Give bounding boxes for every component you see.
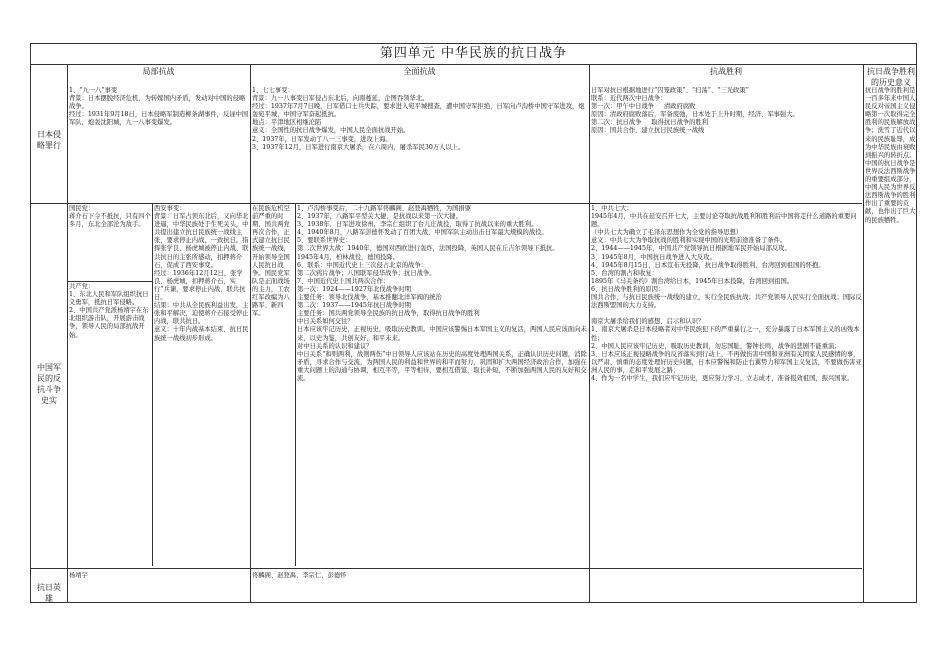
- cell-aggression-full: 1、七七事变： 背景：九一八事变日军侵占东北后，向南蔓延，企图吞领华北。 经过：1937年7月7日晚，日军借口士兵失踪，要求进入宛平城搜查，遭中国守军拒绝，日军向卢沟桥中国守军进攻，炮轰宛平城，中国守军奋起抵抗。 地点：平津地区相继沦陷 意义：全国性的抗日战争爆发，中国人民全面抗战开始。 2、1937年，日军发动了八一三事变，进攻上海。 3、1937年12月，日军进行南京大屠杀，在六周内，屠杀军民30万人以上。: [252, 87, 585, 151]
- cell-heroes-local: 杨靖宇: [69, 572, 88, 579]
- cell-history-ccp: 共产党： 1、东北人民和军队组织抗日义勇军，抵抗日军侵略。 2、中国共产党派杨靖宇在东北组织游击队，开展游击战争，领导人民的局部抗战开始。: [69, 283, 149, 339]
- header-local: 局部抗战: [142, 67, 175, 76]
- header-victory: 抗战胜利: [710, 67, 742, 76]
- cell-history-kmt: 国民党： 蒋介石下令不抵抗，只有四个多月，东北全部沦为敌手。: [69, 205, 151, 229]
- cell-history-xian-incident: 西安事变： 背景：日军占领东北后，又向华北进逼，中华民族处于生死关头，中共提出建立抗日民族统一战线主张，要求停止内战，一致抗日。指挥张学良、杨虎城被停止内战、联共抗日的主张所感动，扣押蒋介石，促成了西安事变。 经过：1936年12月12日，张学良、杨虎城，扣押蒋介石，实行“兵谏，要求停止内战，联共抗日。 结果：中共从全民族利益出发，主张和平解决，迫使蒋介石接受停止内战，联共抗日。 意义：十年内战基本结束，抗日民族统一战线初步形成。: [154, 205, 249, 342]
- row-label-aggression: 日本侵略罪行: [37, 130, 61, 150]
- divider: [863, 64, 864, 602]
- divider: [295, 203, 296, 566]
- cell-aggression-victory: 日军对抗日根据地进行“囚笼政策”、“扫荡”、“三光政策” 联系：近代两次中日战争： 第一次：甲午中日战争 清政府腐败 原因：清政府腐败落后，军备废弛，日本处于上升时期，经济、军事强大。 第二次：抗日战争 取得抗日战争的胜利 原因：国共合作，建立抗日民族统一战线: [591, 87, 799, 135]
- header-significance: 抗日战争胜利的历史意义: [867, 67, 915, 87]
- row-label-heroes: 抗日英雄: [37, 583, 61, 603]
- row-label-history: 中国军民的反抗斗争史实: [37, 363, 61, 405]
- cell-heroes-full: 佟麟阁、赵登禹、李宗仁、彭德怀: [252, 572, 347, 579]
- divider: [31, 568, 862, 569]
- divider: [67, 281, 152, 282]
- divider: [589, 64, 590, 602]
- divider: [31, 64, 916, 65]
- divider: [152, 203, 153, 566]
- divider: [31, 203, 862, 204]
- divider: [250, 64, 251, 602]
- cell-history-victory: 1、中共七大： 1945年4月，中共在延安召开七大，主要讨论夺取抗战胜利和胜利后中国将走什么道路的重要问题。 （中共七大为确立了毛泽东思想作为全党的指导思想） 意义：中共七大为争取抗战的胜利和实现中国的光明前途准备了条件。 2、1944——1945年，中国共产党领导抗日根据地军民开始局部反攻。 3、1945年8月，中国抗日战争进入大反攻。 4、1945年8月15日，日本宣布无投降，抗日战争取得胜利，台湾回到祖国的怀抱。 5、台湾的割占和收复： 1895年《马关条约》割台湾给日本，1945年日本投降，台湾回到祖国。 6、抗日战争胜利的原因： 国共合作，与抗日民族统一战线的建立，实行全民族抗战；共产党领导人民实行全面抗战；国际反法西斯盟国的大力支持。 南京大屠杀给我们的感想、启示和认识？ 1、南京大屠杀是日本侵略者对中华民族犯下的严重暴行之一，充分暴露了日本军国主义的凶残本性； 2、中国人民应该牢记历史，吸取历史教训，勿忘国耻，警钟长鸣，战争的悲剧不能重演； 3、日本应该正视侵略战争的反省落实到行动上，不再做伤害中国和亚洲有关国家人民感情的事，以严肃、慎重的态度处理好历史问题，日本应警惕和防止右翼势力和军国主义复活，不要做伤害亚洲人民的事，走和平发展之路； 4、作为一名中学生，我们应牢记历史，更应努力学习，立志成才，准备报效祖国，振兴国家。: [591, 205, 862, 382]
- cell-significance: 抗日战争的胜利是一百多年来中国人民反对帝国主义侵略第一次取得完全胜利的民族解放战争；洗雪了近代以来的民族耻辱，成为中华民族由衰败到振兴的转折点。中国的抗日战争是世界反法西斯战争的重要组成部分，中国人民为世界反法西斯战争的胜利作出了重要的贡献，也作出了巨大的民族牺牲。: [865, 87, 916, 224]
- divider: [67, 64, 68, 602]
- history-table: [30, 43, 917, 603]
- cell-aggression-local: 1、“九一八”事变 背景：日本摆脱经济危机，为转嫁国内矛盾，发动对中国的侵略战争。 经过：1931年9月18日，日本侵略军制造柳条湖事件，反诬中国军队，炮轰沈阳城，九一八事变爆发。: [69, 87, 249, 127]
- cell-history-full: 1、卢沟桥事变后，二十九路军佟麟阁、赵登禹牺牲，为国捐躯 2、1937年，八路军平型关大捷，是抗战以来第一次大捷。 3、1938年，日军进攻徐州，李宗仁组织了台儿庄战役，取得了抗战以来的重大胜利。 4、1940年8月，八路军彭德怀发动了百团大战，中国军队主动出击日军最大规模的战役。 5、要联系世界史： 第二次世界大战：1940年，德国对西欧进行轰炸，法国投降，英国人民在丘吉尔领导下抵抗。 1945年4月，柏林战役，德国投降。 6、联系：中国近代史上三次侵占北京的战争： 第二次鸦片战争；八国联军侵华战争；抗日战争。 7、中国近代史上国共两次合作： 第一次：1924——1927年北伐战争时期 主要任务：领导北伐战争，基本推翻北洋军阀的统治 第二次：1937——1945年抗日战争时期 主要任务：国共两党领导全民族的抗日战争，取得抗日战争的胜利 中日关系如何交往？ 日本应该牢记历史，正视历史，吸取历史教训。中国应该警惕日本军国主义的复活，两国人民应该面向未来，以史为鉴，共创友好，和平未来。 对中日关系的认识和建议？ 中日关系“和则两利，战则两伤”中日领导人应该站在历史的高度处理两国关系，正确认识历史问题，消除矛盾，寻求合作与交流，为两国人民的利益和世界的和平而努力，巩固和扩大两国经济政治合作，加强在重大问题上的沟通与协调，相互平等，平等相待，要相互借鉴，取长补短，不断加强两国人民的友好和交流。: [297, 205, 587, 382]
- page-title: 第四单元 中华民族的抗日战争: [379, 46, 568, 61]
- cell-history-united-front: 在民族危机空前严重的时期，国共两党再次合作，正式建立抗日民族统一战线，开始领导全国人民抗日战争。国民党军队是正面战场的主力，工农红军改编为八路军、新四军。: [252, 205, 290, 318]
- header-full: 全面抗战: [403, 67, 436, 76]
